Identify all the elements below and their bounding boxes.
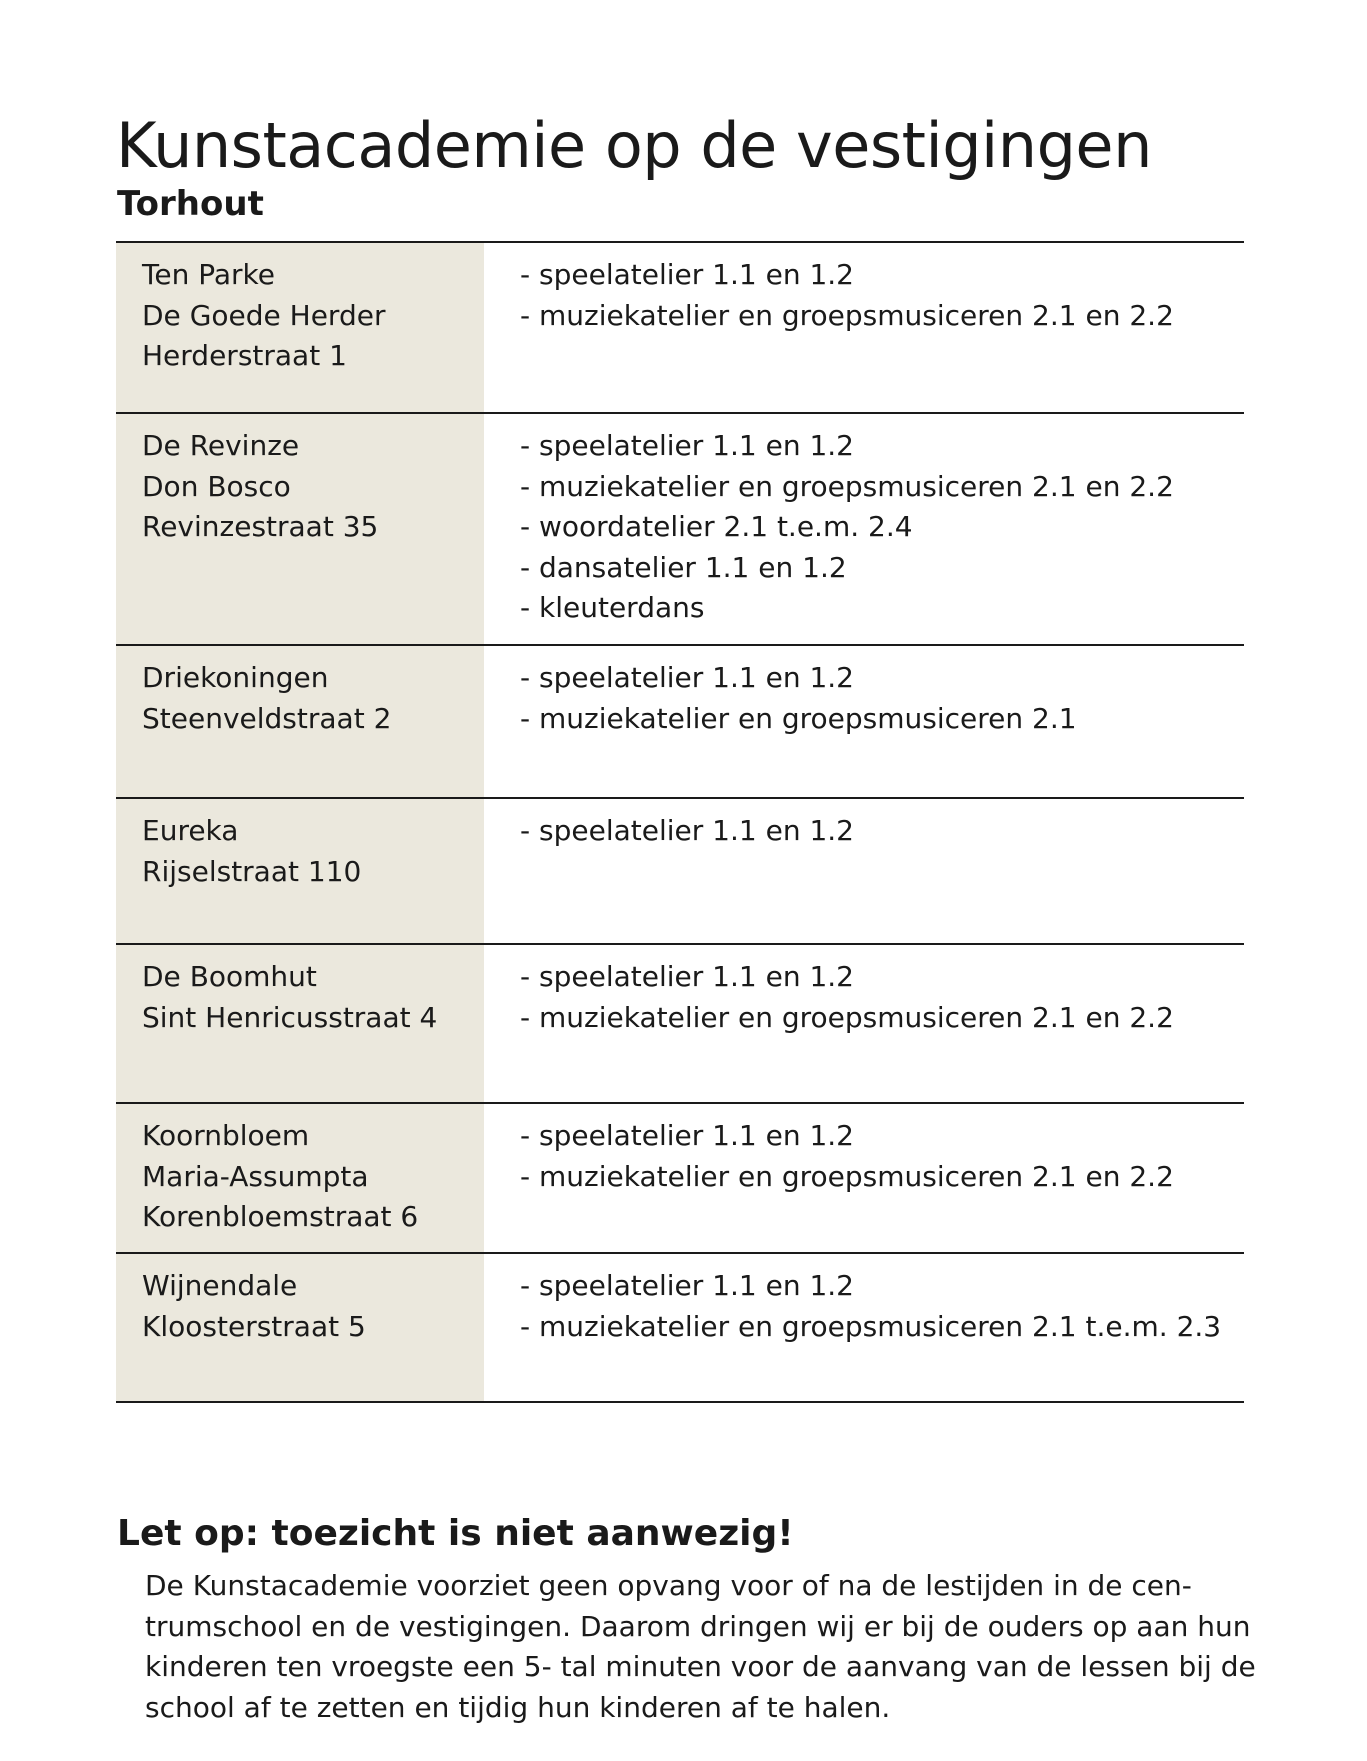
course-item: - muziekatelier en groepsmusiceren 2.1 en 2.2 [520, 469, 1174, 503]
course-item: - muziekatelier en groepsmusiceren 2.1 [520, 701, 1077, 735]
location-line: Korenbloemstraat 6 [142, 1200, 419, 1233]
courses-cell [484, 646, 1244, 797]
location-line: Herderstraat 1 [142, 339, 347, 372]
course-item: - speelatelier 1.1 en 1.2 [520, 960, 854, 993]
location-line: Revinzestraat 35 [142, 510, 379, 543]
table-row [116, 646, 1244, 799]
location-line: De Revinze [142, 429, 300, 462]
courses-cell [484, 945, 1244, 1102]
table-row [116, 1254, 1244, 1403]
location-cell [116, 414, 484, 644]
location-line: Steenveldstraat 2 [142, 701, 392, 735]
page-subtitle: Torhout [117, 184, 264, 224]
notice-line: kinderen ten vroegste een 5- tal minuten voor de aanvang van de lessen bij de [145, 1650, 1256, 1683]
location-cell [116, 799, 484, 943]
course-item: - speelatelier 1.1 en 1.2 [520, 661, 854, 694]
table-row [116, 799, 1244, 945]
location-cell [116, 1254, 484, 1401]
location-line: Rijselstraat 110 [142, 854, 362, 888]
table-row [116, 243, 1244, 414]
location-line: Kloosterstraat 5 [142, 1309, 366, 1343]
course-item: - muziekatelier en groepsmusiceren 2.1 t.e.m. 2.3 [520, 1309, 1222, 1343]
location-line: De Boomhut [142, 960, 317, 993]
course-item: - woordatelier 2.1 t.e.m. 2.4 [520, 510, 913, 543]
courses-cell [484, 414, 1244, 644]
location-line: Koornbloem [142, 1119, 310, 1152]
location-cell [116, 1104, 484, 1252]
course-item: - muziekatelier en groepsmusiceren 2.1 en 2.2 [520, 298, 1174, 332]
notice-title: Let op: toezicht is niet aanwezig! [117, 1513, 794, 1554]
table-row [116, 945, 1244, 1104]
location-line: De Goede Herder [142, 298, 386, 332]
notice-line: trumschool en de vestigingen. Daarom dringen wij er bij de ouders op aan hun [145, 1609, 1251, 1643]
course-item: - speelatelier 1.1 en 1.2 [520, 814, 854, 847]
location-cell [116, 945, 484, 1102]
course-item: - muziekatelier en groepsmusiceren 2.1 en 2.2 [520, 1159, 1174, 1193]
course-item: - speelatelier 1.1 en 1.2 [520, 1269, 854, 1302]
course-item: - muziekatelier en groepsmusiceren 2.1 en 2.2 [520, 1000, 1174, 1034]
table-row [116, 1104, 1244, 1254]
location-cell [116, 646, 484, 797]
location-line: Sint Henricusstraat 4 [142, 1000, 438, 1034]
page-title: Kunstacademie op de vestigingen [116, 109, 1152, 182]
course-item: - speelatelier 1.1 en 1.2 [520, 258, 854, 291]
locations-table [116, 241, 1244, 1403]
courses-cell [484, 799, 1244, 943]
table-row [116, 414, 1244, 646]
location-line: Ten Parke [142, 258, 275, 291]
notice-line: De Kunstacademie voorziet geen opvang voor of na de lestijden in de cen- [145, 1569, 1192, 1602]
location-line: Driekoningen [142, 661, 329, 694]
location-line: Eureka [142, 814, 239, 847]
location-cell [116, 243, 484, 412]
course-item: - speelatelier 1.1 en 1.2 [520, 429, 854, 462]
courses-cell [484, 1104, 1244, 1252]
location-line: Wijnendale [142, 1269, 298, 1302]
courses-cell [484, 1254, 1244, 1401]
courses-cell [484, 243, 1244, 412]
course-item: - speelatelier 1.1 en 1.2 [520, 1119, 854, 1152]
course-item: - dansatelier 1.1 en 1.2 [520, 550, 847, 584]
location-line: Maria-Assumpta [142, 1159, 369, 1193]
course-item: - kleuterdans [520, 591, 705, 624]
location-line: Don Bosco [142, 469, 291, 503]
notice-body [145, 1566, 1255, 1728]
notice-line: school af te zetten en tijdig hun kinderen af te halen. [145, 1690, 891, 1724]
